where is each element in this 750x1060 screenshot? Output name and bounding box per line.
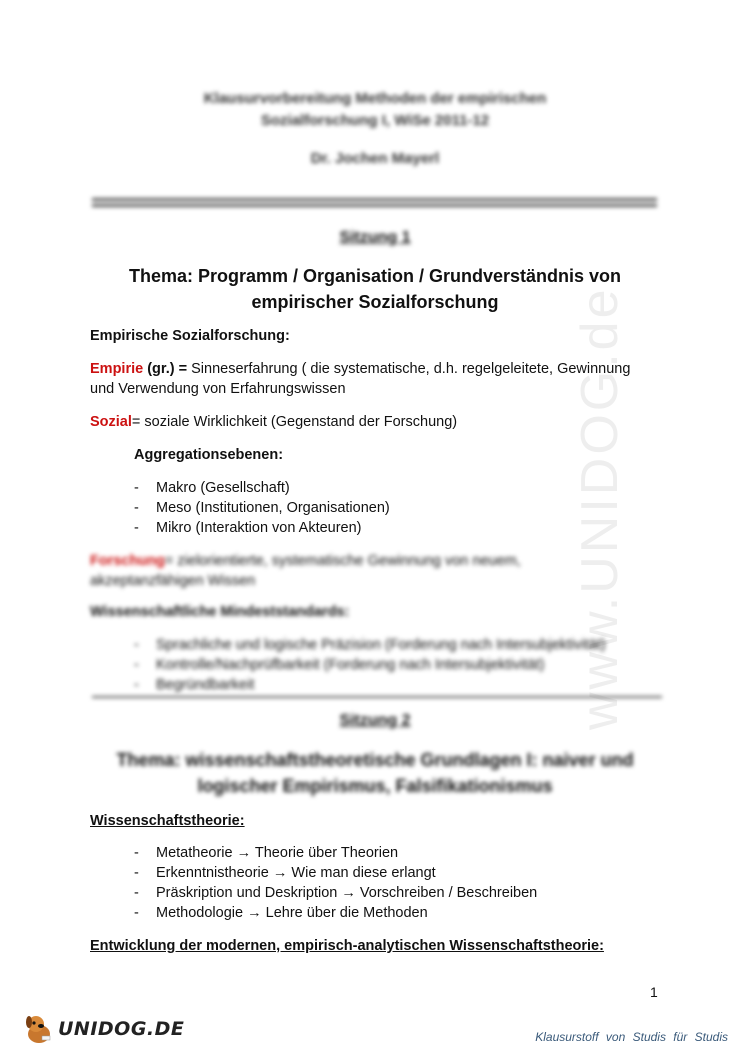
list-item: - Kontrolle/Nachprüfbarkeit (Forderung nach Intersubjektivität) [134,657,545,673]
forschung-def-line1: = zielorientierte, systematische Gewinnung von neuem, [164,553,521,569]
wissenschaftstheorie-list [134,843,537,923]
page-number: 1 [650,984,658,1000]
document-title-line2: Sozialforschung I, WiSe 2011-12 [260,112,490,129]
list-item: - Präskription und Deskription → Vorschreiben / Beschreiben [134,885,538,901]
list-item: - Makro (Gesellschaft) [134,480,290,496]
header-divider [92,198,657,207]
arrow-icon: → [341,885,356,901]
sozial-def: = soziale Wirklichkeit (Gegenstand der Forschung) [131,414,458,430]
list-item: - Metatheorie → Theorie über Theorien [134,845,399,861]
session2-heading: Sitzung 2 [339,712,411,729]
session1-theme-line1: Thema: Programm / Organisation / Grundverständnis von [128,266,622,286]
aggregation-heading: Aggregationsebenen: [134,447,284,463]
aggregation-list [134,478,390,538]
list-item: - Methodologie → Lehre über die Methoden [134,905,428,921]
document-author: Dr. Jochen Mayerl [310,150,440,167]
session2-theme [90,747,660,799]
empirie-def-line1: Sinneserfahrung ( die systematische, d.h. regelgeleitete, Gewinnung [191,361,631,377]
session1-heading: Sitzung 1 [339,229,411,246]
standards-heading: Wissenschaftliche Mindeststandards: [90,604,350,620]
arrow-icon: → [247,905,262,921]
session1-theme-line2: empirischer Sozialforschung [251,292,499,312]
unidog-logo[interactable] [22,1012,184,1046]
wissenschaftstheorie-heading: Wissenschaftstheorie: [90,813,245,829]
forschung-term: Forschung [90,553,165,569]
list-item: - Erkenntnistheorie → Wie man diese erlangt [134,865,436,881]
arrow-icon: → [236,845,252,861]
empirie-definition [90,359,660,399]
empirie-suffix: (gr.) = [143,361,192,377]
empirie-term: Empirie [90,361,144,377]
document-title [90,88,660,132]
empirische-sozialforschung-heading: Empirische Sozialforschung: [90,328,290,344]
empirie-def-line2: und Verwendung von Erfahrungswissen [90,381,346,397]
session2-theme-line1: Thema: wissenschaftstheoretische Grundlagen I: naiver und [116,750,634,770]
forschung-definition [90,551,660,591]
list-item: - Begründbarkeit [134,677,255,693]
arrow-icon: → [272,865,288,881]
logo-text: UNIDOG.DE [58,1018,185,1040]
footer-claim: Klausurstoff von Studis für Studis [535,1030,728,1044]
session2-theme-line2: logischer Empirismus, Falsifikationismus [197,776,553,796]
sozial-term: Sozial [90,414,132,430]
session1-theme [90,263,660,315]
entwicklung-heading: Entwicklung der modernen, empirisch-analytischen Wissenschaftstheorie: [90,938,604,954]
list-item: - Mikro (Interaktion von Akteuren) [134,520,362,536]
dog-mascot-icon [22,1012,56,1046]
session-divider [92,696,662,698]
forschung-def-line2: akzeptanzfähigen Wissen [90,573,256,589]
document-title-line1: Klausurvorbereitung Methoden der empirischen [203,90,547,107]
list-item: - Meso (Institutionen, Organisationen) [134,500,390,516]
watermark: www.UNIDOG.de [571,286,629,730]
sozial-definition [90,412,660,432]
standards-list [134,635,606,695]
list-item: - Sprachliche und logische Präzision (Forderung nach Intersubjektivität) [134,637,606,653]
